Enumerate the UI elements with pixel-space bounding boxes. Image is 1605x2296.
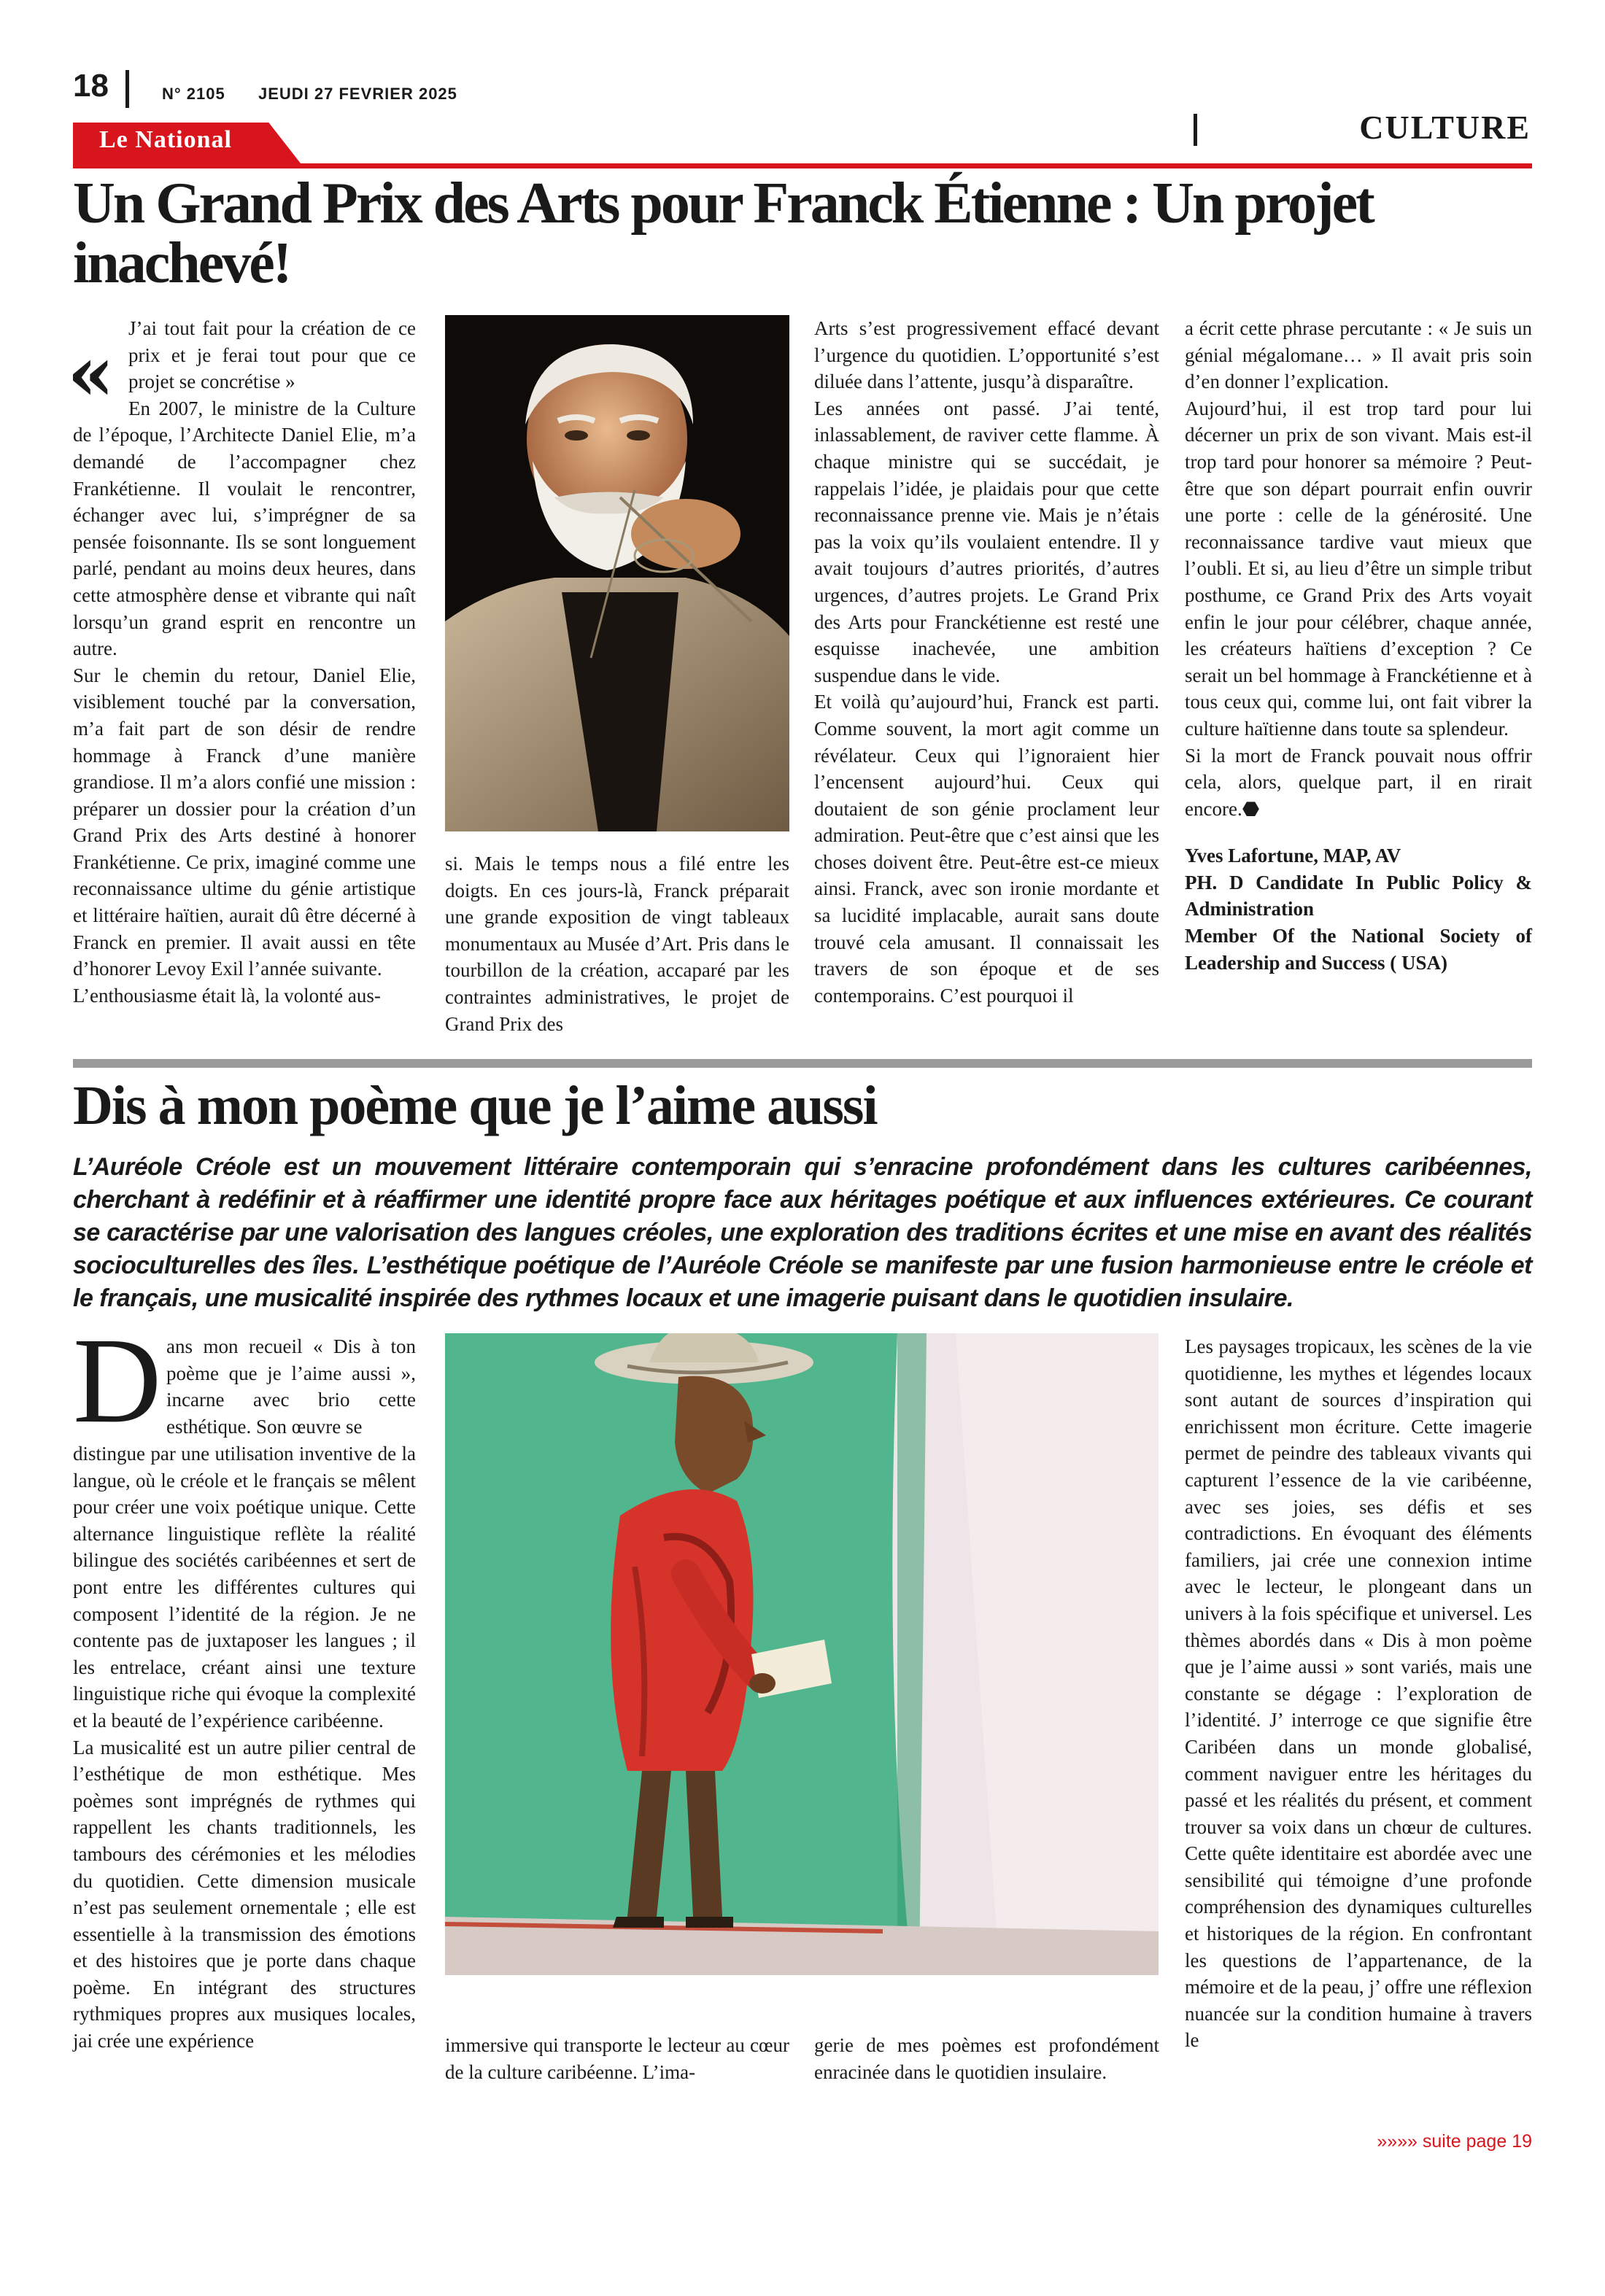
article1-paragraph: si. Mais le temps nous a filé entre les doigts. En ces jours-là, Franck préparait une grande exposition de vingt tableaux monumentaux au Musée d’Art. Pris dans le tourbillon de la création, accaparé par les contraintes administratives, le projet de Grand Prix des: [445, 853, 789, 1035]
article2-paragraph: gerie de mes poèmes est profondément enracinée dans le quotidien insulaire.: [814, 2034, 1159, 2083]
article-separator-rule: [73, 1059, 1532, 1068]
painting-man-in-hat: [445, 1333, 1159, 2296]
article1-column-2: [445, 850, 789, 1037]
article2-column-3: [814, 2032, 1159, 2085]
publication-name: Le National: [99, 126, 232, 153]
author-credential: PH. D Candidate In Public Policy & Administration: [1185, 871, 1532, 920]
end-of-article-icon: ⬣: [1242, 797, 1260, 820]
article1-column-1: [73, 315, 416, 1009]
author-membership: Member Of the National Society of Leadership and Success ( USA): [1185, 925, 1532, 974]
opening-quote-mark: «: [67, 328, 115, 418]
article2-lead-text: [166, 1333, 416, 1440]
article2-column-1: [73, 1440, 416, 2055]
article1-paragraph: Les années ont passé. J’ai tenté, inlassablement, de raviver cette flamme. À chaque ministre qui se succédait, je rappelais l’idée, je plaidais pour que cette reconnaissance prenne vie. Mais je n’étais pas la voix qu’ils voulaient entendre. Il y avait toujours d’autres priorités, d’autres urgences, d’autres projets. Le Grand Prix des Arts pour Franckétienne est resté une esquisse inachevée, une ambition suspendue dans le vide.: [814, 397, 1159, 686]
article1-paragraph: [1185, 742, 1532, 823]
article2-paragraph: Les paysages tropicaux, les scènes de la vie quotidienne, les mythes et légendes locaux sont autant de sources d’inspiration qui enrichissent mon écriture. Cette imagerie permet de peindre des tableaux vivants qui capturent l’essence de la vie caribéenne, avec ses joies, ses défis et ses contradictions. En évoquant des éléments familiers, jai crée une connexion intime avec le lecteur, le plongeant dans un univers à la fois spécifique et universel. Les thèmes abordés dans « Dis à mon poème que je l’aime aussi » sont variés, mais une constante se dégage : l’exploration de l’identité. J’ interroge ce que signifie être Caribéen dans un monde globalisé, comment naviguer entre les héritages du passé et les réalités du présent, et comment trouver sa voix dans un chœur de cultures. Cette quête identitaire est abordée avec une sensibilité qui témoigne d’une profonde compréhension des dynamiques culturelles et historiques de la région. En confrontant les questions de l’appartenance, de la mémoire et de la peau, j’ offre une réflexion nuancée sur la condition humaine à travers le: [1185, 1335, 1532, 2052]
article1-headline: Un Grand Prix des Arts pour Franck Étienne : Un projet inachevé!: [73, 171, 1373, 295]
author-name: Yves Lafortune, MAP, AV: [1185, 845, 1401, 867]
issue-number: N° 2105: [162, 85, 225, 103]
article2-paragraph: ans mon recueil « Dis à ton poème que je l’aime aussi », incarne avec brio cette esthétique. Son œuvre se: [166, 1335, 416, 1438]
article2-headline: Dis à mon poème que je l’aime aussi: [73, 1075, 877, 1136]
article2-paragraph: distingue par une utilisation inventive de la langue, où le créole et le français se mêlent pour créer une voix poétique unique. Cette alternance linguistique reflète la réalité bilingue des sociétés caribéennes et sert de pont entre les différentes cultures qui composent l’identité de la région. Je ne contente pas de juxtaposer les langues ; il les entrelace, créant ainsi une texture linguistique riche qui évoque la complexité et la beauté de l’expérience caribéenne.: [73, 1443, 416, 1731]
article2-paragraph: La musicalité est un autre pilier central de l’esthétique de mon esthétique. Mes poèmes sont imprégnés de rythmes qui rappellent les chants traditionnels, les tambours des cérémonies et les mélodies du quotidien. Cette dimension musicale n’est pas seulement ornementale ; elle est essentielle à la transmission des émotions et des histoires que je porte dans chaque poème. En intégrant des structures rythmiques propres aux musiques locales, jai crée une expérience: [73, 1736, 416, 2052]
franketienne-portrait-photo: [445, 315, 789, 831]
article1-paragraph: a écrit cette phrase percutante : « Je suis un génial mégalomane… » Il avait pris soin d’en donner l’explication.: [1185, 317, 1532, 393]
issue-date: JEUDI 27 FEVRIER 2025: [258, 85, 457, 103]
article1-paragraph: Arts s’est progressivement effacé devant l’urgence du quotidien. L’opportunité s’est diluée dans l’attente, jusqu’à disparaître.: [814, 317, 1159, 393]
article1-paragraph: Et voilà qu’aujourd’hui, Franck est parti. Comme souvent, la mort agit comme un révélateur. Ceux qui l’ignoraient hier l’encensent aujourd’hui. Ceux qui doutaient de son génie proclament leur admiration. Peut-être que c’est ainsi que les choses doivent être. Peut-être est-ce mieux ainsi. Franck, avec son ironie mordante et sa lucidité implacable, aurait sans doute trouvé cela amusant. Il connaissait les travers de son époque et de ses contemporains. C’est pourquoi il: [814, 691, 1159, 1007]
article2-intro: L’Auréole Créole est un mouvement littéraire contemporain qui s’enracine profondément dans les cultures caribéennes, cherchant à redéfinir et à réaffirmer une identité propre face aux héritages poétique et aux influences extérieures. Ce courant se caractérise par une valorisation des langues créoles, une exploration des traditions écrites et une mise en avant des réalités socioculturelles des îles. L’esthétique poétique de l’Auréole Créole se manifeste par une fusion harmonieuse entre le créole et le français, une musicalité inspirée des rythmes locaux et une imagerie puisant dans le quotidien insulaire.: [73, 1153, 1532, 1312]
article1-closing-text: Si la mort de Franck pouvait nous offrir cela, alors, quelque part, il en rirait encore.: [1185, 744, 1532, 820]
header-red-rule: [73, 163, 1532, 168]
continued-on-page-link[interactable]: »»»» suite page 19: [1377, 2131, 1532, 2152]
drop-cap-letter: D: [73, 1313, 162, 1448]
article2-paragraph: immersive qui transporte le lecteur au cœur de la culture caribéenne. L’ima-: [445, 2034, 789, 2083]
section-divider: [1194, 114, 1197, 146]
article2-column-4: [1185, 1333, 1532, 2054]
article1-paragraph: L’enthousiasme était là, la volonté aus-: [73, 984, 381, 1007]
section-label: CULTURE: [1359, 109, 1531, 146]
article1-paragraph: Sur le chemin du retour, Daniel Elie, visiblement touché par la conversation, m’a fait part de son désir de rendre hommage à Franck d’une manière grandiose. Il m’a alors confié une mission : préparer un dossier pour la création d’un Grand Prix des Arts destiné à honorer Frankétienne. Ce prix, imaginé comme une reconnaissance ultime du génie artistique et littéraire haïtien, aurait dû être décerné à Franck en premier. Il avait aussi en tête d’honorer Levoy Exil l’année suivante.: [73, 664, 416, 980]
article2-column-2: [445, 2032, 789, 2085]
header-divider: [125, 70, 129, 108]
article1-column-3: [814, 315, 1159, 1009]
article1-paragraph: En 2007, le ministre de la Culture de l’époque, l’Architecte Daniel Elie, m’a demandé de l’accompagner chez Frankétienne. Il voulait le rencontrer, échanger avec lui, s’imprégner de sa pensée foisonnante. Ils se sont longuement parlé, pendant au moins deux heures, dans cette atmosphère dense et vibrante qui naît lorsqu’un grand esprit en rencontre un autre.: [73, 397, 416, 660]
page-number: 18: [73, 68, 109, 104]
article1-opening-quote: J’ai tout fait pour la création de ce prix et je ferai tout pour que ce projet se concrétise »: [128, 317, 416, 393]
article1-paragraph: Aujourd’hui, il est trop tard pour lui décerner un prix de son vivant. Mais est-il trop tard pour honorer sa mémoire ? Peut-être que son départ pourrait enfin ouvrir une porte : celle de la générosité. Une reconnaissance tardive vaut mieux que l’oubli. Et si, au lieu d’être un simple tribut posthume, ce Grand Prix des Arts voyait enfin le jour pour célébrer, chaque année, les créateurs haïtiens d’exception ? Ce serait un bel hommage à Franckétienne et à tous ceux qui, comme lui, ont fait vibrer la culture haïtienne dans toute sa splendeur.: [1185, 397, 1532, 740]
article1-column-4: [1185, 315, 1532, 976]
